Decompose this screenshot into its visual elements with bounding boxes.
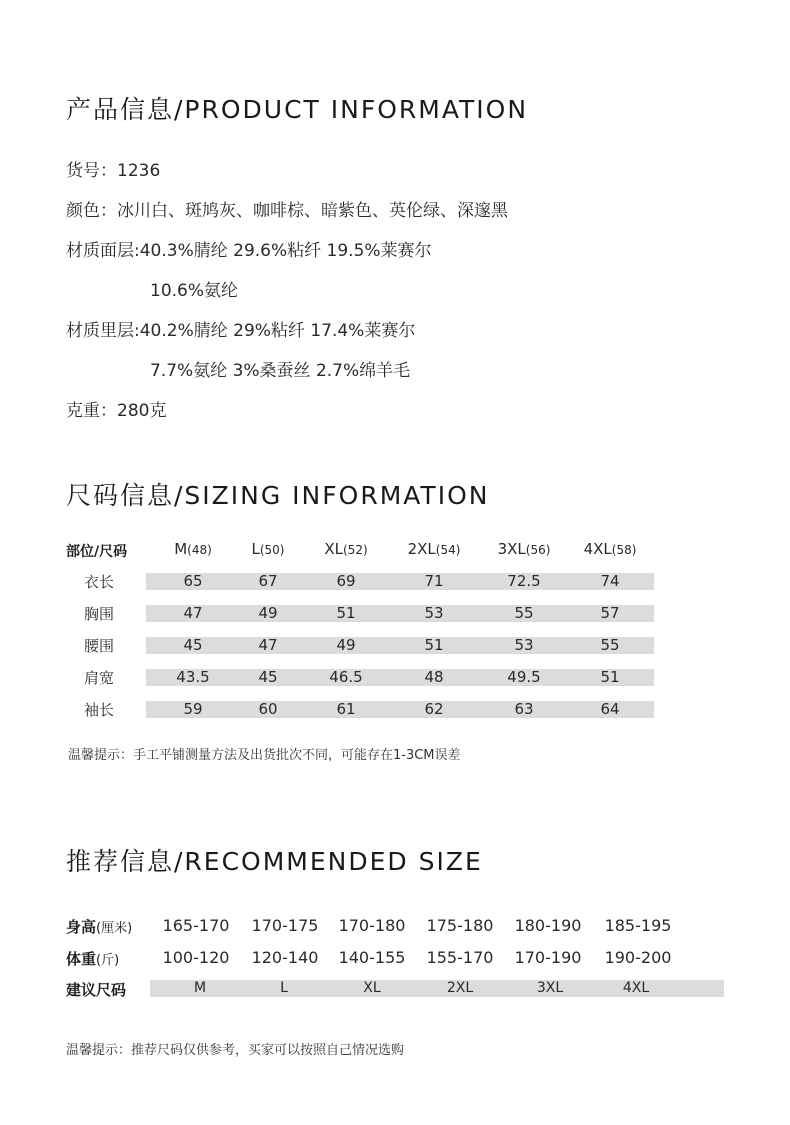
sizing-cell: 43.5 bbox=[176, 668, 210, 686]
weight-label: 体重(斤) bbox=[66, 950, 120, 968]
sizing-cell: 49 bbox=[336, 636, 356, 654]
suggested-size-cell: M bbox=[193, 980, 207, 996]
sizing-cell: 48 bbox=[424, 668, 444, 686]
height-range-cell: 165-170 bbox=[162, 916, 230, 935]
height-range-cell: 180-190 bbox=[514, 916, 582, 935]
sizing-cell: 57 bbox=[600, 604, 620, 622]
sizing-row-bar bbox=[146, 573, 654, 590]
sizing-row-label: 胸围 bbox=[84, 605, 115, 623]
inner-material-cont: 7.7%氨纶 3%桑蚕丝 2.7%绵羊毛 bbox=[150, 361, 411, 381]
weight-range-cell: 170-190 bbox=[514, 948, 582, 967]
sizing-cell: 63 bbox=[514, 700, 534, 718]
sizing-cell: 51 bbox=[600, 668, 620, 686]
sizing-cell: 72.5 bbox=[507, 572, 541, 590]
suggested-size-cell: 2XL bbox=[446, 980, 474, 996]
sizing-cell: 55 bbox=[514, 604, 534, 622]
sizing-header-label: 部位/尺码 bbox=[66, 544, 128, 560]
sizing-row-bar bbox=[146, 637, 654, 654]
sizing-row-bar bbox=[146, 605, 654, 622]
size-header-l: L(50) bbox=[251, 540, 285, 558]
colors: 颜色：冰川白、斑鸠灰、咖啡棕、暗紫色、英伦绿、深邃黑 bbox=[66, 201, 508, 221]
sizing-cell: 53 bbox=[424, 604, 444, 622]
sizing-note: 温馨提示：手工平铺测量方法及出货批次不同，可能存在1-3CM误差 bbox=[68, 748, 461, 763]
sizing-row-label: 衣长 bbox=[84, 573, 115, 591]
sizing-cell: 64 bbox=[600, 700, 620, 718]
sizing-cell: 62 bbox=[424, 700, 444, 718]
suggested-size-cell: 4XL bbox=[622, 980, 650, 996]
suggested-size-cell: L bbox=[280, 980, 288, 996]
sizing-cell: 60 bbox=[258, 700, 278, 718]
sizing-cell: 49 bbox=[258, 604, 278, 622]
product-info-title: 产品信息/PRODUCT INFORMATION bbox=[66, 95, 529, 124]
sizing-cell: 47 bbox=[183, 604, 203, 622]
sizing-cell: 45 bbox=[183, 636, 203, 654]
size-header-xl: XL(52) bbox=[324, 540, 368, 558]
size-header-m: M(48) bbox=[174, 540, 212, 558]
sizing-cell: 46.5 bbox=[329, 668, 363, 686]
height-range-cell: 170-175 bbox=[251, 916, 319, 935]
sizing-cell: 47 bbox=[258, 636, 278, 654]
weight-range-cell: 100-120 bbox=[162, 948, 230, 967]
weight-range-cell: 120-140 bbox=[251, 948, 319, 967]
sizing-cell: 69 bbox=[336, 572, 356, 590]
sizing-info-title: 尺码信息/SIZING INFORMATION bbox=[66, 481, 490, 510]
weight-range-cell: 155-170 bbox=[426, 948, 494, 967]
sizing-row-label: 袖长 bbox=[84, 701, 115, 719]
sizing-cell: 59 bbox=[183, 700, 203, 718]
sizing-cell: 45 bbox=[258, 668, 278, 686]
suggested-size-cell: 3XL bbox=[536, 980, 564, 996]
weight-range-cell: 190-200 bbox=[604, 948, 672, 967]
sizing-cell: 74 bbox=[600, 572, 620, 590]
outer-material-cont: 10.6%氨纶 bbox=[150, 281, 239, 301]
sizing-row-bar bbox=[146, 669, 654, 686]
sizing-cell: 67 bbox=[258, 572, 278, 590]
height-range-cell: 175-180 bbox=[426, 916, 494, 935]
sizing-cell: 51 bbox=[336, 604, 356, 622]
sizing-cell: 51 bbox=[424, 636, 444, 654]
sizing-cell: 49.5 bbox=[507, 668, 541, 686]
suggested-size-cell: XL bbox=[363, 980, 381, 996]
fabric-weight: 克重：280克 bbox=[66, 401, 167, 421]
height-range-cell: 170-180 bbox=[338, 916, 406, 935]
sizing-row-label: 腰围 bbox=[84, 637, 115, 655]
sizing-row-bar bbox=[146, 701, 654, 718]
sizing-cell: 55 bbox=[600, 636, 620, 654]
size-header-4xl: 4XL(58) bbox=[583, 540, 637, 558]
sizing-cell: 61 bbox=[336, 700, 356, 718]
item-number: 货号：1236 bbox=[66, 161, 161, 181]
size-header-3xl: 3XL(56) bbox=[497, 540, 551, 558]
inner-material: 材质里层:40.2%腈纶 29%粘纤 17.4%莱赛尔 bbox=[66, 321, 416, 341]
sizing-cell: 71 bbox=[424, 572, 444, 590]
size-header-2xl: 2XL(54) bbox=[407, 540, 461, 558]
weight-range-cell: 140-155 bbox=[338, 948, 406, 967]
suggested-size-label: 建议尺码 bbox=[66, 981, 127, 999]
outer-material: 材质面层:40.3%腈纶 29.6%粘纤 19.5%莱赛尔 bbox=[66, 241, 432, 261]
recommended-title: 推荐信息/RECOMMENDED SIZE bbox=[66, 847, 483, 876]
sizing-row-label: 肩宽 bbox=[84, 669, 115, 687]
sizing-cell: 65 bbox=[183, 572, 203, 590]
sizing-cell: 53 bbox=[514, 636, 534, 654]
recommended-note: 温馨提示：推荐尺码仅供参考，买家可以按照自己情况选购 bbox=[66, 1043, 405, 1058]
height-label: 身高(厘米) bbox=[66, 918, 133, 936]
height-range-cell: 185-195 bbox=[604, 916, 672, 935]
